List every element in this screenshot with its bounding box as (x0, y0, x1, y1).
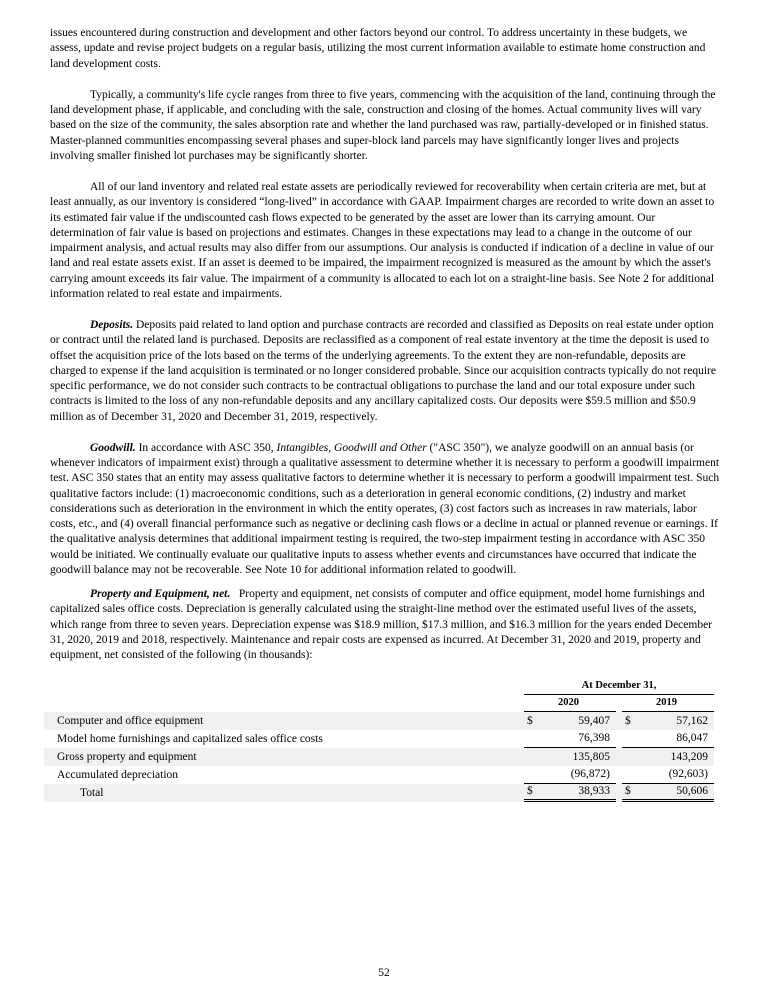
table-row-model-home-furnishings (44, 730, 714, 748)
cell-value-2020: 76,398 (578, 732, 610, 745)
property-equipment-table (44, 679, 714, 802)
cell-value-2020: (96,872) (570, 768, 610, 781)
table-row-gross-property-equipment (44, 748, 714, 766)
table-column-header-2019: 2019 (622, 696, 714, 712)
paragraph-property-equipment (50, 587, 720, 663)
paragraph-deposits (50, 318, 720, 425)
row-label: Model home furnishings and capitalized sales office costs (57, 732, 323, 745)
dollar-sign: $ (527, 714, 533, 727)
row-label: Accumulated depreciation (57, 768, 179, 781)
cell-value-2019: 50,606 (676, 785, 708, 798)
deposits-heading: Deposits. (90, 319, 134, 331)
table-row-accumulated-depreciation (44, 766, 714, 784)
asc-350-title: Intangibles, Goodwill and Other (276, 441, 427, 454)
paragraph-community-life-cycle: Typically, a community's life cycle ranges from three to five years, commencing with the acquisition of the land, continuing through the land development phase, if applicable, and concluding with the sale, construction and closing of the homes. Actual community lives will vary based on the size of the community, the sales absorption rate and whether the land purchased was raw, partially-developed or in finished status. Master-planned communities encompassing several phases and super-block land parcels may have significantly longer lives and projects involving smaller finished lot purchases may be significantly shorter. (50, 88, 716, 162)
deposits-text: Deposits paid related to land option and purchase contracts are recorded and classified as Deposits on real estate under option or contract until the related land is purchased. Deposits are reclassified as a component of real estate inventory at the time the deposit is used to offset the acquisition price of the lots based on the terms of the underlying agreements. To the extent they are non-refundable, deposits are charged to expense if the land acquisition is terminated or no longer considered probable. Since our acquisition contracts typically do not require specific performance, we do not consider such contracts to be contractual obligations to purchase the land and our total exposure under such contracts is limited to the loss of any non-refundable deposits and any ancillary capitalized costs. Our deposits were $59.5 million and $50.9 million as of December 31, 2020 and December 31, 2019, respectively. (50, 319, 716, 423)
table-header-years-row (44, 695, 714, 712)
paragraph-budget-continuation: issues encountered during construction and development and other factors beyond our control. To address uncertainty in these budgets, we assess, update and revise project budgets on a regular basis, utilizing the most current information available to estimate home construction and land development costs. (50, 27, 706, 70)
page-number: 52 (378, 967, 390, 979)
cell-value-2019: 86,047 (676, 732, 708, 745)
goodwill-heading: Goodwill. (90, 441, 136, 454)
cell-value-2019: 143,209 (670, 750, 708, 763)
cell-value-2020: 135,805 (572, 750, 610, 763)
goodwill-text-before: In accordance with ASC 350, (138, 441, 277, 454)
dollar-sign: $ (625, 785, 631, 798)
table-header-period-row (44, 679, 714, 695)
property-equipment-heading: Property and Equipment, net. (90, 588, 231, 600)
table-column-header-2020: 2020 (524, 696, 616, 712)
row-label: Computer and office equipment (57, 714, 204, 727)
cell-value-2019: (92,603) (668, 768, 708, 781)
row-label: Gross property and equipment (57, 750, 197, 763)
table-row-computer-office-equipment (44, 712, 714, 730)
cell-value-2020: 38,933 (578, 785, 610, 798)
paragraph-impairment-review: All of our land inventory and related real estate assets are periodically reviewed for recoverability when certain criteria are met, but at least annually, as our inventory is considered “long-lived” in accordance with GAAP. Impairment charges are recorded to write down an asset to its estimated fair value if the undiscounted cash flows expected to be generated by the asset are lower than its carrying amount. Our determination of fair value is based on projections and estimates. Changes in these expectations may lead to a change in the outcome of our impairment analysis, and actual results may also differ from our assumptions. Our analysis is conducted if indication of a decline in value of our land and real estate assets exist. If an asset is deemed to be impaired, the impairment recognized is measured as the amount by which the asset's carrying amount exceeds its fair value. The impairment of a community is allocated to each lot on a straight-line basis. See Note 2 for additional information related to real estate and impairments. (50, 181, 715, 300)
dollar-sign: $ (625, 714, 631, 727)
cell-value-2020: 59,407 (578, 714, 610, 727)
paragraph-goodwill (50, 441, 720, 578)
table-period-header: At December 31, (524, 679, 714, 695)
cell-value-2019: 57,162 (676, 714, 708, 727)
dollar-sign: $ (527, 785, 533, 798)
property-equipment-text: Property and equipment, net consists of computer and office equipment, model home furnishings and capitalized sales office costs. Depreciation is generally calculated using the straight-line method over the estimated useful lives of the assets, which range from three to seven years. Depreciation expense was $18.9 million, $17.3 million, and $16.3 million for the years ended December 31, 2020, 2019 and 2018, respectively. Maintenance and repair costs are expensed as incurred. At December 31, 2020 and 2019, property and equipment, net consisted of the following (in thousands): (50, 588, 713, 661)
goodwill-text-after: ("ASC 350"), we analyze goodwill on an annual basis (or whenever indicators of impairment exist) through a qualitative assessment to determine whether it is necessary to perform a goodwill impairment test. ASC 350 states that an entity may assess qualitative factors to determine whether it is necessary to perform a goodwill impairment test. Such qualitative factors include: (1) macroeconomic conditions, such as a deterioration in general economic conditions, (2) industry and market considerations such as deterioration in the environment in which the entity operates, (3) cost factors such as increases in raw materials, labor costs, etc., and (4) overall financial performance such as negative or declining cash flows or a decline in actual or planned revenue or earnings. If the qualitative analysis determines that additional impairment testing is required, the two-step impairment testing in accordance with ASC 350 would be initiated. We continually evaluate our qualitative inputs to assess whether events and circumstances have occurred that indicate the goodwill balance may not be recoverable. See Note 10 for additional information related to goodwill. (50, 441, 720, 576)
table-row-total (44, 784, 714, 802)
row-label: Total (80, 786, 104, 799)
